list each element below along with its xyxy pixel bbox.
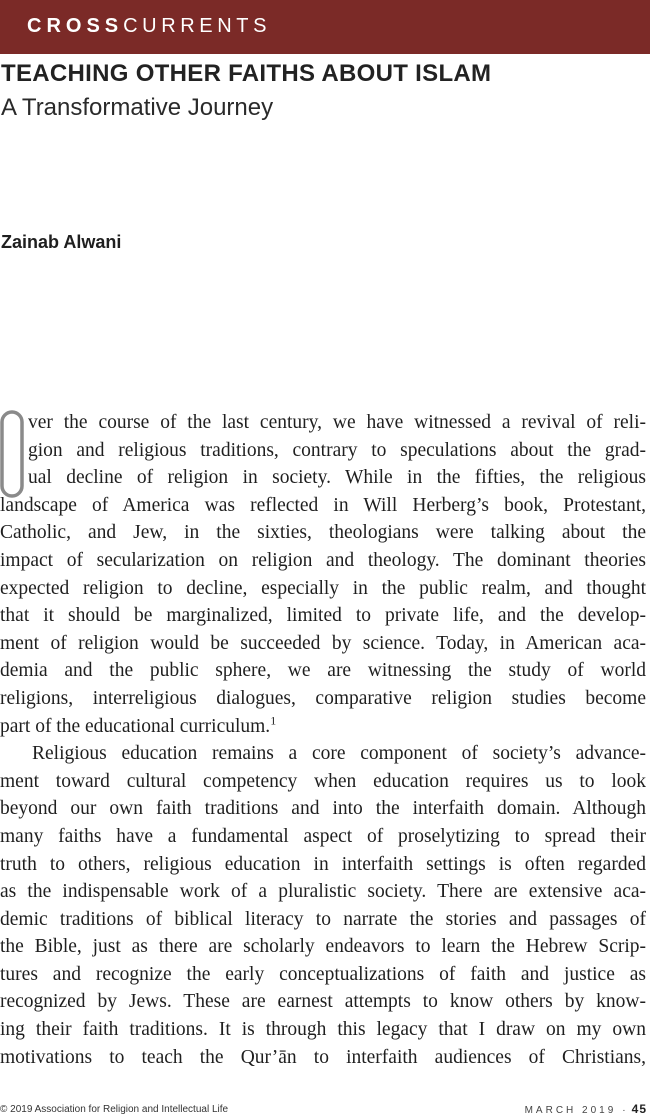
text-line: truth to others, religious education in interfaith settings is often regarded <box>0 853 646 875</box>
text-line-content: part of the educational curriculum. <box>0 715 271 737</box>
drop-cap-letter: O <box>9 453 15 462</box>
text-line: landscape of America was reflected in Will Herberg’s book, Protestant, <box>0 494 646 516</box>
page-number: 45 <box>631 1102 647 1116</box>
text-line: the Bible, just as there are scholarly endeavors to learn the Hebrew Scrip- <box>0 936 646 958</box>
text-line: expected religion to decline, especially in the public realm, and thought <box>0 577 646 599</box>
journal-name-light: CURRENTS <box>123 15 272 37</box>
text-line: impact of secularization on religion and theology. The dominant theories <box>0 549 646 571</box>
text-line: ing their faith traditions. It is through this legacy that I draw on my own <box>0 1019 646 1041</box>
text-line: many faiths have a fundamental aspect of proselytizing to spread their <box>0 825 646 847</box>
text-line: gion and religious traditions, contrary to speculations about the grad- <box>28 439 646 461</box>
text-line: recognized by Jews. These are earnest attempts to know others by know- <box>0 991 646 1013</box>
paragraph-1 <box>0 409 646 740</box>
text-line: that it should be marginalized, limited to private life, and the develop- <box>0 605 646 627</box>
text-line: Catholic, and Jew, in the sixties, theologians were talking about the <box>0 522 646 544</box>
text-line: religions, interreligious dialogues, comparative religion studies become <box>0 687 646 709</box>
text-line: demia and the public sphere, we are witnessing the study of world <box>0 660 646 682</box>
text-line: beyond our own faith traditions and into the interfaith domain. Although <box>0 798 646 820</box>
text-line: Religious education remains a core component of society’s advance- <box>32 743 646 765</box>
copyright-notice: © 2019 Association for Religion and Intellectual Life <box>0 1104 229 1115</box>
issue-date: MARCH 2019 <box>524 1105 617 1116</box>
article-body <box>0 409 646 1071</box>
journal-header-bar <box>0 0 650 54</box>
text-line: ment of religion would be succeeded by science. Today, in American aca- <box>0 632 646 654</box>
text-line: ual decline of religion in society. While in the fifties, the religious <box>28 467 646 489</box>
text-line: ment toward cultural competency when education requires us to look <box>0 770 646 792</box>
journal-name <box>27 15 271 38</box>
paragraph-2 <box>0 740 646 1071</box>
text-line: ver the course of the last century, we have witnessed a revival of reli- <box>28 412 646 433</box>
author-name: Zainab Alwani <box>1 232 122 252</box>
text-line: demic traditions of biblical literacy to narrate the stories and passages of <box>0 908 646 930</box>
article-title: TEACHING OTHER FAITHS ABOUT ISLAM <box>1 60 492 87</box>
text-line: tures and recognize the early conceptualizations of faith and justice as <box>0 963 646 985</box>
footnote-marker[interactable]: 1 <box>270 713 277 728</box>
text-line-last <box>0 713 646 741</box>
article-subtitle: A Transformative Journey <box>1 94 274 121</box>
text-line: motivations to teach the Qur’ān to interfaith audiences of Christians, <box>0 1046 646 1068</box>
footer-separator: · <box>622 1105 626 1116</box>
page-footer <box>525 1102 647 1116</box>
text-line: as the indispensable work of a pluralistic society. There are extensive aca- <box>0 881 646 903</box>
journal-name-bold: CROSS <box>27 15 124 37</box>
